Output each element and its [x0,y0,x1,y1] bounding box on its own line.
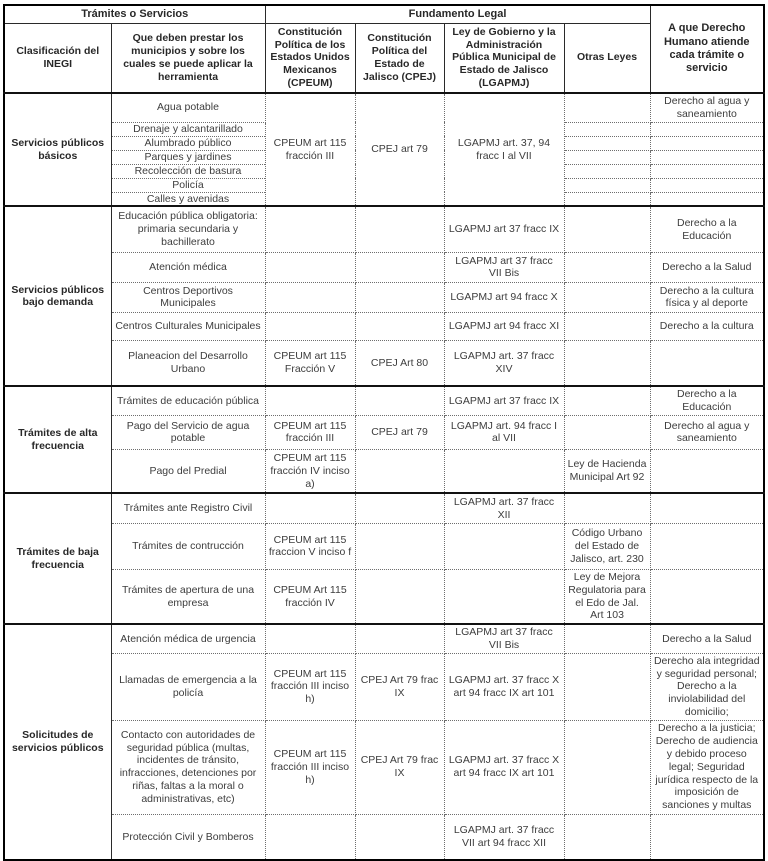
column-header-cpej: Constitución Política del Estado de Jalisco (CPEJ) [355,23,444,93]
derecho-cell [650,136,764,150]
item-cell: Planeacion del Desarrollo Urbano [111,340,265,386]
derecho-cell [650,449,764,493]
cpeum-cell [265,312,355,340]
otras-cell [564,252,650,282]
derecho-cell [650,523,764,569]
cpeum-cell: CPEUM art 115 fracción III inciso h) [265,720,355,814]
derecho-cell: Derecho a la cultura [650,312,764,340]
derecho-cell [650,150,764,164]
item-cell: Atención médica [111,252,265,282]
table-row [4,493,764,523]
derecho-cell [650,164,764,178]
column-header-derecho: A que Derecho Humano atiende cada trámite o servicio [650,5,764,93]
table-row [4,252,764,282]
derecho-cell [650,178,764,192]
lgapmj-cell: LGAPMJ art 37 fracc IX [444,386,564,415]
section-label: Trámites de baja frecuencia [4,493,111,624]
otras-cell [564,164,650,178]
cpej-cell [355,252,444,282]
cpej-cell [355,206,444,252]
cpeum-cell: CPEUM art 115 fracción III [265,93,355,206]
cpej-cell [355,523,444,569]
otras-cell [564,814,650,860]
item-cell: Atención médica de urgencia [111,624,265,653]
item-cell: Centros Deportivos Municipales [111,282,265,312]
column-header-lgapmj: Ley de Gobierno y la Administración Pública Municipal de Estado de Jalisco (LGAPMJ) [444,23,564,93]
cpeum-cell [265,493,355,523]
table-row [4,523,764,569]
cpej-cell [355,569,444,624]
column-header-clasificacion: Clasificación del INEGI [4,23,111,93]
otras-cell [564,720,650,814]
table-row [4,720,764,814]
lgapmj-cell [444,523,564,569]
cpej-cell [355,624,444,653]
column-header-otras: Otras Leyes [564,23,650,93]
table-row [4,312,764,340]
cpej-cell [355,449,444,493]
item-cell: Agua potable [111,93,265,122]
otras-cell [564,282,650,312]
cpej-cell: CPEJ art 79 [355,93,444,206]
otras-cell [564,122,650,136]
lgapmj-cell: LGAPMJ art. 94 fracc I al VII [444,415,564,449]
table-row [4,5,764,23]
lgapmj-cell [444,569,564,624]
cpej-cell [355,814,444,860]
cpej-cell: CPEJ art 79 [355,415,444,449]
lgapmj-cell: LGAPMJ art. 37 fracc XIV [444,340,564,386]
table-row [4,206,764,252]
legal-framework-table [3,4,765,861]
group-header-tramites: Trámites o Servicios [4,5,265,23]
derecho-cell [650,340,764,386]
table-row [4,282,764,312]
derecho-cell: Derecho al agua y saneamiento [650,93,764,122]
derecho-cell [650,814,764,860]
table-row [4,386,764,415]
item-cell: Trámites ante Registro Civil [111,493,265,523]
cpeum-cell: CPEUM art 115 fracción IV inciso a) [265,449,355,493]
table-row [4,814,764,860]
otras-cell: Ley de Mejora Regulatoria para el Edo de Jal. Art 103 [564,569,650,624]
table-row [4,653,764,720]
otras-cell [564,415,650,449]
cpeum-cell [265,386,355,415]
derecho-cell: Derecho a la Educación [650,206,764,252]
table-row [4,93,764,122]
item-cell: Drenaje y alcantarillado [111,122,265,136]
cpeum-cell [265,252,355,282]
item-cell: Educación pública obligatoria: primaria secundaria y bachillerato [111,206,265,252]
lgapmj-cell [444,449,564,493]
lgapmj-cell: LGAPMJ art 37 fracc IX [444,206,564,252]
otras-cell [564,178,650,192]
cpeum-cell: CPEUM art 115 fraccion V inciso f [265,523,355,569]
item-cell: Contacto con autoridades de seguridad pública (multas, incidentes de tránsito, infracciones, detenciones por riñas, faltas a la moral o administrativas, etc) [111,720,265,814]
table-row [4,23,764,93]
otras-cell: Código Urbano del Estado de Jalisco, art. 230 [564,523,650,569]
otras-cell [564,493,650,523]
item-cell: Policía [111,178,265,192]
item-cell: Parques y jardines [111,150,265,164]
derecho-cell: Derecho ala integridad y seguridad personal; Derecho a la inviolabilidad del domicilio; [650,653,764,720]
table-row [4,624,764,653]
lgapmj-cell: LGAPMJ art. 37, 94 fracc I al VII [444,93,564,206]
derecho-cell: Derecho a la Salud [650,252,764,282]
lgapmj-cell: LGAPMJ art. 37 fracc VII art 94 fracc XII [444,814,564,860]
cpej-cell [355,312,444,340]
otras-cell [564,93,650,122]
group-header-fundamento: Fundamento Legal [265,5,650,23]
table-row [4,449,764,493]
cpeum-cell: CPEUM art 115 Fracción V [265,340,355,386]
column-header-que-deben: Que deben prestar los municipios y sobre los cuales se puede aplicar la herramienta [111,23,265,93]
lgapmj-cell: LGAPMJ art 94 fracc X [444,282,564,312]
table-row [4,415,764,449]
cpeum-cell: CPEUM art 115 fracción III [265,415,355,449]
item-cell: Trámites de apertura de una empresa [111,569,265,624]
item-cell: Trámites de contrucción [111,523,265,569]
cpeum-cell [265,624,355,653]
item-cell: Centros Culturales Municipales [111,312,265,340]
cpeum-cell [265,206,355,252]
lgapmj-cell: LGAPMJ art. 37 fracc XII [444,493,564,523]
otras-cell [564,624,650,653]
lgapmj-cell: LGAPMJ art 37 fracc VII Bis [444,624,564,653]
table-row [4,340,764,386]
item-cell: Protección Civil y Bomberos [111,814,265,860]
derecho-cell [650,192,764,206]
otras-cell [564,340,650,386]
otras-cell [564,206,650,252]
cpej-cell: CPEJ Art 79 frac IX [355,653,444,720]
derecho-cell: Derecho a la Salud [650,624,764,653]
derecho-cell: Derecho al agua y saneamiento [650,415,764,449]
otras-cell [564,312,650,340]
derecho-cell: Derecho a la Educación [650,386,764,415]
cpeum-cell [265,282,355,312]
cpeum-cell: CPEUM Art 115 fracción IV [265,569,355,624]
item-cell: Llamadas de emergencia a la policía [111,653,265,720]
item-cell: Calles y avenidas [111,192,265,206]
derecho-cell [650,122,764,136]
item-cell: Alumbrado público [111,136,265,150]
section-label: Servicios públicos básicos [4,93,111,206]
lgapmj-cell: LGAPMJ art 37 fracc VII Bis [444,252,564,282]
derecho-cell [650,493,764,523]
cpeum-cell: CPEUM art 115 fracción III inciso h) [265,653,355,720]
cpej-cell: CPEJ Art 80 [355,340,444,386]
derecho-cell: Derecho a la justicia; Derecho de audiencia y debido proceso legal; Seguridad jurídica respecto de la imposición de sanciones y multas [650,720,764,814]
cpej-cell [355,493,444,523]
item-cell: Pago del Predial [111,449,265,493]
cpej-cell [355,386,444,415]
item-cell: Trámites de educación pública [111,386,265,415]
column-header-cpeum: Constitución Política de los Estados Unidos Mexicanos (CPEUM) [265,23,355,93]
item-cell: Pago del Servicio de agua potable [111,415,265,449]
section-label: Servicios públicos bajo demanda [4,206,111,386]
lgapmj-cell: LGAPMJ art. 37 fracc X art 94 fracc IX art 101 [444,720,564,814]
section-label: Trámites de alta frecuencia [4,386,111,493]
lgapmj-cell: LGAPMJ art. 37 fracc X art 94 fracc IX art 101 [444,653,564,720]
derecho-cell: Derecho a la cultura física y al deporte [650,282,764,312]
derecho-cell [650,569,764,624]
table-row [4,569,764,624]
cpej-cell [355,282,444,312]
lgapmj-cell: LGAPMJ art 94 fracc XI [444,312,564,340]
cpej-cell: CPEJ Art 79 frac IX [355,720,444,814]
otras-cell [564,192,650,206]
otras-cell: Ley de Hacienda Municipal Art 92 [564,449,650,493]
section-label: Solicitudes de servicios públicos [4,624,111,860]
otras-cell [564,150,650,164]
otras-cell [564,386,650,415]
otras-cell [564,653,650,720]
otras-cell [564,136,650,150]
cpeum-cell [265,814,355,860]
item-cell: Recolección de basura [111,164,265,178]
